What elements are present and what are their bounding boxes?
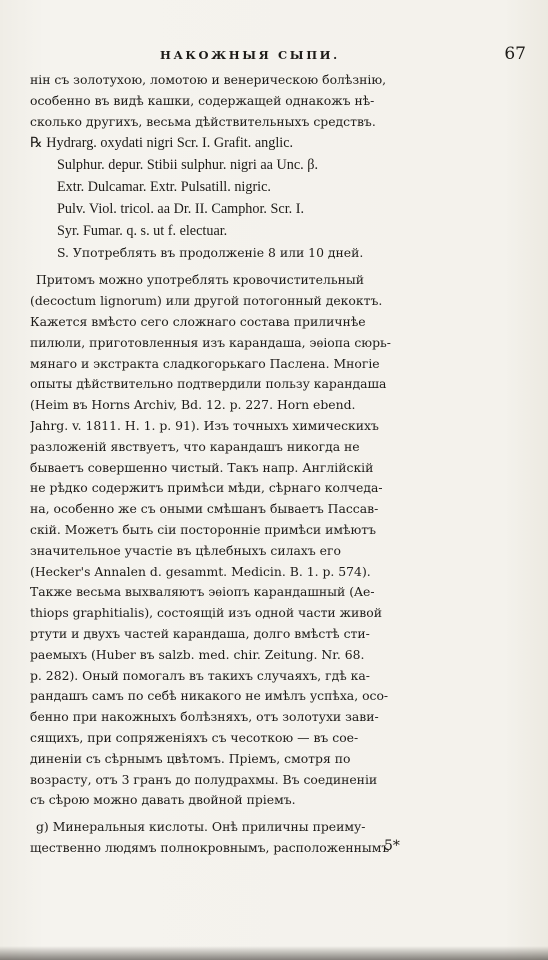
- continued-paragraph: [30, 70, 432, 132]
- page-number: 67: [504, 44, 526, 64]
- text-line: особенно въ видѣ кашки, содержащей однакожъ нѣ-: [30, 92, 375, 108]
- prescription-line: ℞ Hydrarg. oxydati nigri Scr. I. Grafit. anglic.: [30, 135, 294, 152]
- text-line: значительное участіе въ цѣлебныхъ силахъ его: [30, 542, 341, 558]
- text-line: p. 282). Оный помогалъ въ такихъ случаяхъ, гдѣ ка-: [30, 667, 370, 683]
- text-line: (Heim въ Horns Archiv, Bd. 12. p. 227. Horn ebend.: [30, 397, 356, 413]
- text-line: Jahrg. v. 1811. H. 1. p. 91). Изъ точныхъ химическихъ: [30, 417, 379, 433]
- text-line: бываетъ совершенно чистый. Такъ напр. Англійскій: [30, 459, 374, 475]
- prescription-line: S. Употреблять въ продолженіе 8 или 10 дней.: [57, 245, 364, 261]
- text-line: разложеній явствуетъ, что карандашъ никогда не: [30, 438, 360, 454]
- page-header: [30, 44, 526, 72]
- text-line: не рѣдко содержитъ примѣси мѣди, сѣрнаго колчеда-: [30, 480, 383, 496]
- text-line: скій. Можетъ быть сіи посторонніе примѣси имѣютъ: [30, 521, 377, 537]
- prescription-line: Extr. Dulcamar. Extr. Pulsatill. nigric.: [57, 179, 271, 196]
- running-title: НАКОЖНЫЯ СЫПИ.: [160, 48, 340, 62]
- text-line: (Hecker's Annalen d. gesammt. Medicin. B. 1. p. 574).: [30, 563, 371, 579]
- text-line: g) Минеральныя кислоты. Онѣ приличны преиму-: [36, 819, 366, 835]
- paragraph: [30, 270, 432, 811]
- text-line: бенно при накожныхъ болѣзняхъ, отъ золотухи зави-: [30, 709, 379, 725]
- text-line: щественно людямъ полнокровнымъ, расположеннымъ: [30, 839, 390, 855]
- page-body: [30, 70, 432, 859]
- prescription-block: [30, 132, 432, 264]
- text-line: раемыхъ (Huber въ salzb. med. chir. Zeitung. Nr. 68.: [30, 646, 365, 662]
- prescription-line: Syr. Fumar. q. s. ut f. electuar.: [57, 223, 228, 240]
- paragraph: [30, 817, 432, 859]
- text-line: Также весьма выхваляютъ эѳіопъ карандашный (Ae-: [30, 584, 375, 600]
- text-line: возрасту, отъ 3 гранъ до полудрахмы. Въ соединеніи: [30, 771, 378, 787]
- text-line: сколько другихъ, весьма дѣйствительныхъ средствъ.: [30, 113, 376, 129]
- text-line: на, особенно же съ оными смѣшанъ бываетъ Пассав-: [30, 501, 379, 517]
- text-line: сящихъ, при сопряженіяхъ съ чесоткою — въ сое-: [30, 729, 359, 745]
- text-line: ртути и двухъ частей карандаша, долго вмѣстѣ сти-: [30, 625, 370, 641]
- text-line: (decoctum lignorum) или другой потогонный декоктъ.: [30, 293, 383, 309]
- text-line: Кажется вмѣсто сего сложнаго состава приличнѣе: [30, 313, 366, 329]
- text-line: опыты дѣйствительно подтвердили пользу карандаша: [30, 376, 387, 392]
- prescription-line: Pulv. Viol. tricol. aa Dr. II. Camphor. Scr. I.: [57, 201, 305, 218]
- text-line: пилюли, приготовленныя изъ карандаша, эѳіопа сюрь-: [30, 334, 391, 350]
- text-line: Притомъ можно употреблять кровочистительный: [36, 272, 364, 288]
- text-line: нін съ золотухою, ломотою и венерическою болѣзнію,: [30, 72, 387, 87]
- text-line: thiops graphitialis), состоящій изъ одной части живой: [30, 605, 382, 621]
- text-line: рандашъ самъ по себѣ никакого не имѣлъ успѣха, осо-: [30, 688, 389, 704]
- text-line: съ сѣрою можно давать двойной пріемъ.: [30, 792, 296, 808]
- signature-mark: 5*: [384, 838, 400, 854]
- text-line: диненіи съ сѣрнымъ цвѣтомъ. Пріемъ, смотря по: [30, 750, 351, 766]
- prescription-line: Sulphur. depur. Stibii sulphur. nigri aa Unc. β.: [57, 157, 319, 174]
- text-line: мянаго и экстракта сладкогорькаго Паслена. Многіе: [30, 355, 380, 371]
